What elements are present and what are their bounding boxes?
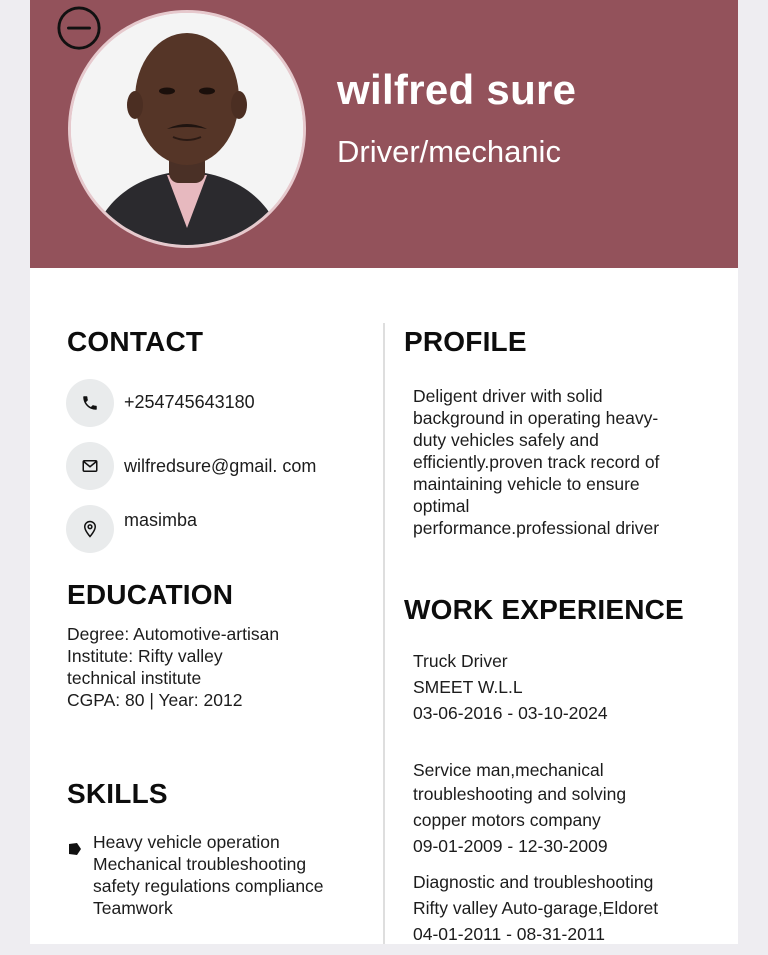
job-title-cont: troubleshooting and solving [413,784,627,804]
profile-heading: PROFILE [404,326,527,357]
minus-circle-icon[interactable] [56,5,102,51]
phone-icon [81,394,99,412]
profile-line: optimal [413,496,470,516]
education-institute: Institute: Rifty valley [67,646,223,666]
profile-line: performance.professional driver [413,518,660,538]
profile-line: efficiently.proven track record of [413,452,660,472]
contact-location-row [66,505,366,553]
profile-summary [413,385,659,539]
mail-icon [81,457,99,475]
job-title: Service man,mechanical [413,760,604,780]
skill-item: Heavy vehicle operation [93,832,280,852]
work-job-2 [413,759,626,859]
column-divider [383,323,385,944]
candidate-role: Driver/mechanic [337,134,561,169]
contact-email-row [66,442,366,490]
contact-phone-text: +254745643180 [124,392,255,412]
job-dates: 03-06-2016 - 03-10-2024 [413,703,608,723]
profile-line: maintaining vehicle to ensure [413,474,640,494]
job-dates: 09-01-2009 - 12-30-2009 [413,836,608,856]
person-portrait-image [71,13,303,245]
job-company: Rifty valley Auto-garage,Eldoret [413,898,659,918]
contact-heading: CONTACT [67,326,204,357]
education-cgpa-year: CGPA: 80 | Year: 2012 [67,690,243,710]
location-pin-icon [81,520,99,538]
candidate-name: wilfred sure [337,66,577,113]
work-experience-heading: WORK EXPERIENCE [404,594,684,625]
resume-page [30,0,738,944]
contact-location-text: masimba [124,510,198,530]
skills-heading: SKILLS [67,778,168,809]
contact-phone-row [66,379,366,427]
job-company: SMEET W.L.L [413,677,523,697]
phone-icon-circle [66,379,114,427]
education-institute-cont: technical institute [67,668,202,688]
work-job-3 [413,869,658,944]
work-job-1 [413,648,608,726]
education-details [67,623,279,711]
education-degree: Degree: Automotive-artisan [67,624,280,644]
resume-header [30,0,738,268]
location-icon-circle [66,505,114,553]
profile-photo [68,10,306,248]
profile-line: duty vehicles safely and [413,430,599,450]
skill-item: Teamwork [93,898,173,918]
bullet-icon [68,842,82,856]
profile-line: Deligent driver with solid [413,386,603,406]
skill-item: Mechanical troubleshooting [93,854,307,874]
skill-item: safety regulations compliance [93,876,324,896]
job-company: copper motors company [413,810,601,830]
contact-email-text: wilfredsure@gmail. com [124,456,317,476]
job-title: Truck Driver [413,651,508,671]
job-dates: 04-01-2011 - 08-31-2011 [413,924,605,944]
mail-icon-circle [66,442,114,490]
education-heading: EDUCATION [67,579,234,610]
job-title: Diagnostic and troubleshooting [413,872,654,892]
skills-list [93,831,324,919]
profile-line: background in operating heavy- [413,408,659,428]
